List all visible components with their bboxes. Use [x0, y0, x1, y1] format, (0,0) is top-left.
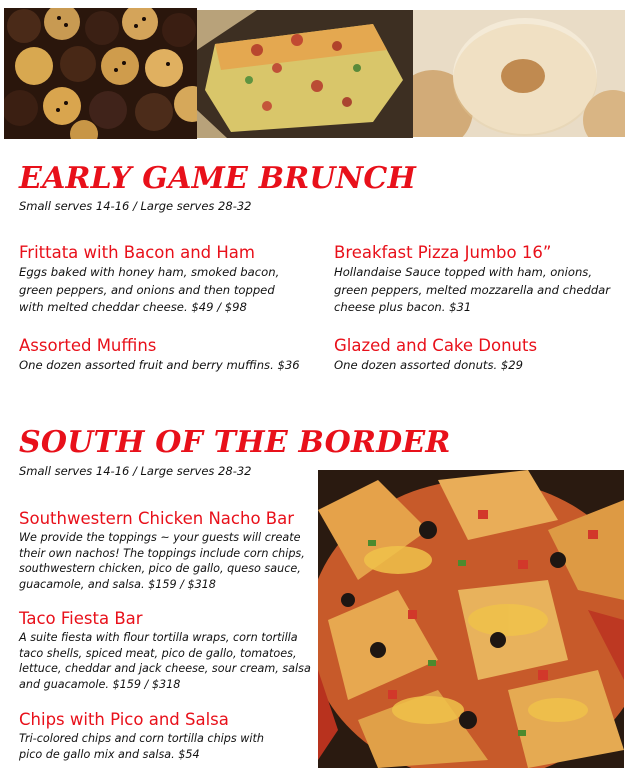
menu-item-nacho-bar: [19, 509, 314, 592]
border-serves-note: Small serves 14-16 / Large serves 28-32: [19, 464, 252, 478]
menu-item-frittata: [19, 243, 319, 317]
item-name: Frittata with Bacon and Ham: [19, 243, 255, 262]
item-description: Eggs baked with honey ham, smoked bacon, green peppers, and onions and then topped with melted cheddar cheese. $49 / $98: [19, 265, 280, 314]
item-name: Taco Fiesta Bar: [19, 609, 143, 628]
donut-photo: [413, 10, 625, 137]
menu-item-breakfast-pizza: [334, 243, 624, 317]
brunch-section-title: EARLY GAME BRUNCH: [19, 161, 417, 196]
item-name: Glazed and Cake Donuts: [334, 336, 538, 355]
item-description: Tri-colored chips and corn tortilla chips with pico de gallo mix and salsa. $54: [19, 732, 265, 761]
item-name: Chips with Pico and Salsa: [19, 710, 229, 729]
menu-item-taco-bar: [19, 609, 314, 692]
frittata-photo: [197, 10, 413, 138]
brunch-serves-note: Small serves 14-16 / Large serves 28-32: [19, 199, 252, 213]
item-description: A suite fiesta with flour tortilla wraps, corn tortilla taco shells, spiced meat, pico de gallo, tomatoes, lettuce, cheddar and jack cheese, sour cream, salsa and guacamole. $159 / $318: [19, 631, 311, 691]
menu-item-chips-salsa: [19, 710, 314, 762]
item-description: One dozen assorted donuts. $29: [334, 358, 523, 372]
nachos-photo: [318, 470, 624, 768]
item-name: Southwestern Chicken Nacho Bar: [19, 509, 295, 528]
border-section-title: SOUTH OF THE BORDER: [19, 425, 451, 460]
muffins-photo: [4, 8, 197, 139]
menu-item-muffins: [19, 336, 329, 375]
item-description: Hollandaise Sauce topped with ham, onions, green peppers, melted mozzarella and cheddar cheese plus bacon. $31: [334, 265, 611, 314]
item-name: Breakfast Pizza Jumbo 16”: [334, 243, 552, 262]
menu-item-donuts: [334, 336, 624, 375]
item-description: One dozen assorted fruit and berry muffins. $36: [19, 358, 300, 372]
item-name: Assorted Muffins: [19, 336, 157, 355]
item-description: We provide the toppings ~ your guests will create their own nachos! The toppings include corn chips, southwestern chicken, pico de gallo, queso sauce, guacamole, and salsa. $159 / $318: [19, 531, 305, 591]
